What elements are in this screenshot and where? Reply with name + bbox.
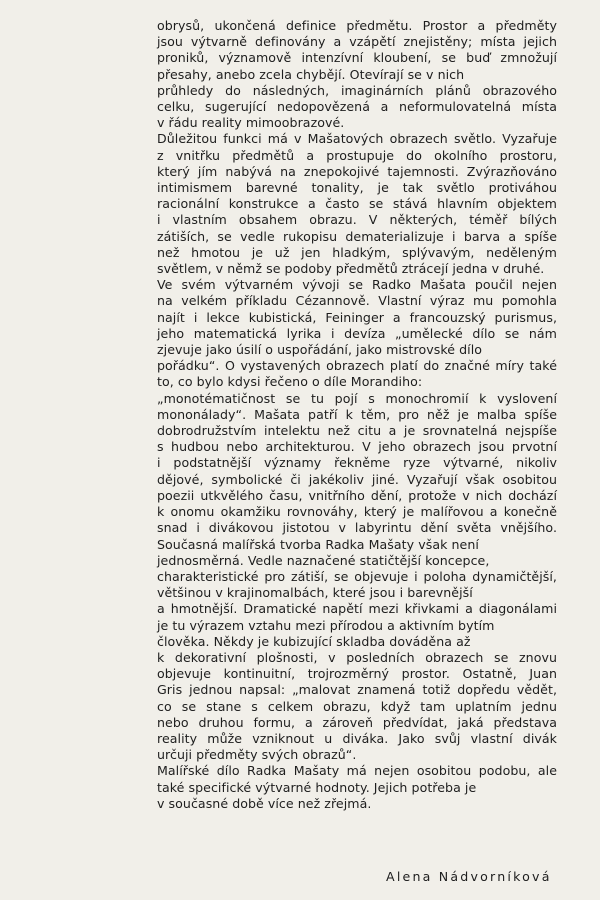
text-line: na velkém příkladu Cézannově. Vlastní výraz mu pomohla xyxy=(157,293,557,309)
author-signature: Alena Nádvorníková xyxy=(386,869,552,884)
text-line: Ve svém výtvarném vývoji se Radko Mašata poučil nejen xyxy=(157,277,557,293)
text-line: proniků, významově intenzívní kloubení, se buď zmnožují xyxy=(157,50,557,66)
text-line: zjevuje jako úsilí o uspořádání, jako mistrovské dílo xyxy=(157,342,482,358)
text-line: intimismem barevné tonality, je tak světlo protiváhou xyxy=(157,180,557,196)
text-line: celku, sugerující nedopovězená a neformulovatelná místa xyxy=(157,99,557,115)
text-line: k dekorativní plošnosti, v posledních obrazech se znovu xyxy=(157,649,557,665)
text-line: k onomu okamžiku rovnováhy, který je malířovou a konečně xyxy=(157,504,557,520)
text-line: Malířské dílo Radka Mašaty má nejen osobitou podobu, ale xyxy=(157,763,557,779)
text-line: určuji předměty svých obrazů“. xyxy=(157,747,357,763)
text-line: najít i lekce kubistická, Feininger a francouzský purismus, xyxy=(157,309,557,325)
text-line: jeho matematická lyrika i devíza „umělecké dílo se nám xyxy=(157,325,557,341)
text-line: charakteristické pro zátiší, se objevuje i poloha dynamičtější, xyxy=(157,568,557,584)
text-line: „monotématičnost se tu pojí s monochromií k vyslovení xyxy=(157,390,557,406)
text-line: reality může vzniknout u diváka. Jako svůj vlastní divák xyxy=(157,730,557,746)
text-line: v současné době více než zřejmá. xyxy=(157,795,372,811)
text-line: v řádu reality mimoobrazové. xyxy=(157,115,345,131)
text-line: Důležitou funkci má v Mašatových obrazech světlo. Vyzařuje xyxy=(157,131,557,147)
text-line: nebo druhou formu, a zároveň předvídat, jaká představa xyxy=(157,714,557,730)
text-line: i podstatnější významy řekněme ryze výtvarné, nikoliv xyxy=(157,455,557,471)
text-line: objevuje kontinuitní, trojrozměrný prostor. Ostatně, Juan xyxy=(157,666,557,682)
text-line: Gris jednou napsal: „malovat znamená totiž dopředu vědět, xyxy=(157,682,557,698)
text-line: to, co bylo kdysi řečeno o díle Morandiho: xyxy=(157,374,423,390)
text-line: jsou výtvarně definovány a vzápětí znejistěny; místa jejich xyxy=(157,34,557,50)
text-line: snad i divákovou jistotou v labyrintu dění světa vnějšího. xyxy=(157,520,557,536)
text-line: průhledy do následných, imaginárních plánů obrazového xyxy=(157,82,557,98)
text-line: co se stane s celkem obrazu, když tam uplatním jednu xyxy=(157,698,557,714)
text-line: zátiších, se vedle rukopisu dematerializuje i barva a spíše xyxy=(157,228,557,244)
article-body xyxy=(157,0,557,812)
text-line: z vnitřku předmětů a prostupuje do okolního prostoru, xyxy=(157,147,557,163)
text-line: dějové, symbolické či jakékoliv jiné. Vyzařují však osobitou xyxy=(157,471,557,487)
text-line: jednosměrná. Vedle naznačené statičtější koncepce, xyxy=(157,552,490,568)
text-line: s hudbou nebo architekturou. V jeho obrazech jsou prvotní xyxy=(157,439,557,455)
text-line: pořádku“. O vystavených obrazech platí do značné míry také xyxy=(157,358,557,374)
text-line: přesahy, anebo zcela chybějí. Otevírají se v nich xyxy=(157,66,465,82)
document-page xyxy=(157,0,557,812)
text-line: obrysů, ukončená definice předmětu. Prostor a předměty xyxy=(157,18,557,33)
text-line: světlem, v němž se podoby předmětů ztrácejí jedna v druhé. xyxy=(157,261,545,277)
text-line: poezii utkvělého času, vnitřního dění, protože v nich dochází xyxy=(157,487,557,503)
text-line: většinou v krajinomalbách, které jsou i barevnější xyxy=(157,585,473,601)
text-line: Současná malířská tvorba Radka Mašaty však není xyxy=(157,536,479,552)
text-line: také specifické výtvarné hodnoty. Jejich potřeba je xyxy=(157,779,477,795)
text-line: který jím nabývá na znepokojivé tajemnosti. Zvýrazňováno xyxy=(157,163,557,179)
text-line: dobrodružstvím intelektu než citu a je srovnatelná nejspíše xyxy=(157,423,557,439)
text-line: mononálady“. Mašata patří k těm, pro něž je malba spíše xyxy=(157,406,557,422)
text-line: racionální konstrukce a často se stává hlavním objektem xyxy=(157,196,557,212)
text-line: je tu výrazem vztahu mezi přírodou a aktivním bytím xyxy=(157,617,495,633)
text-line: i vlastním obsahem obrazu. V některých, téměř bílých xyxy=(157,212,557,228)
text-line: než hmotou je už jen hladkým, splývavým, neděleným xyxy=(157,244,557,260)
text-line: člověka. Někdy je kubizující skladba dováděna až xyxy=(157,633,471,649)
text-line: a hmotnější. Dramatické napětí mezi křivkami a diagonálami xyxy=(157,601,557,617)
